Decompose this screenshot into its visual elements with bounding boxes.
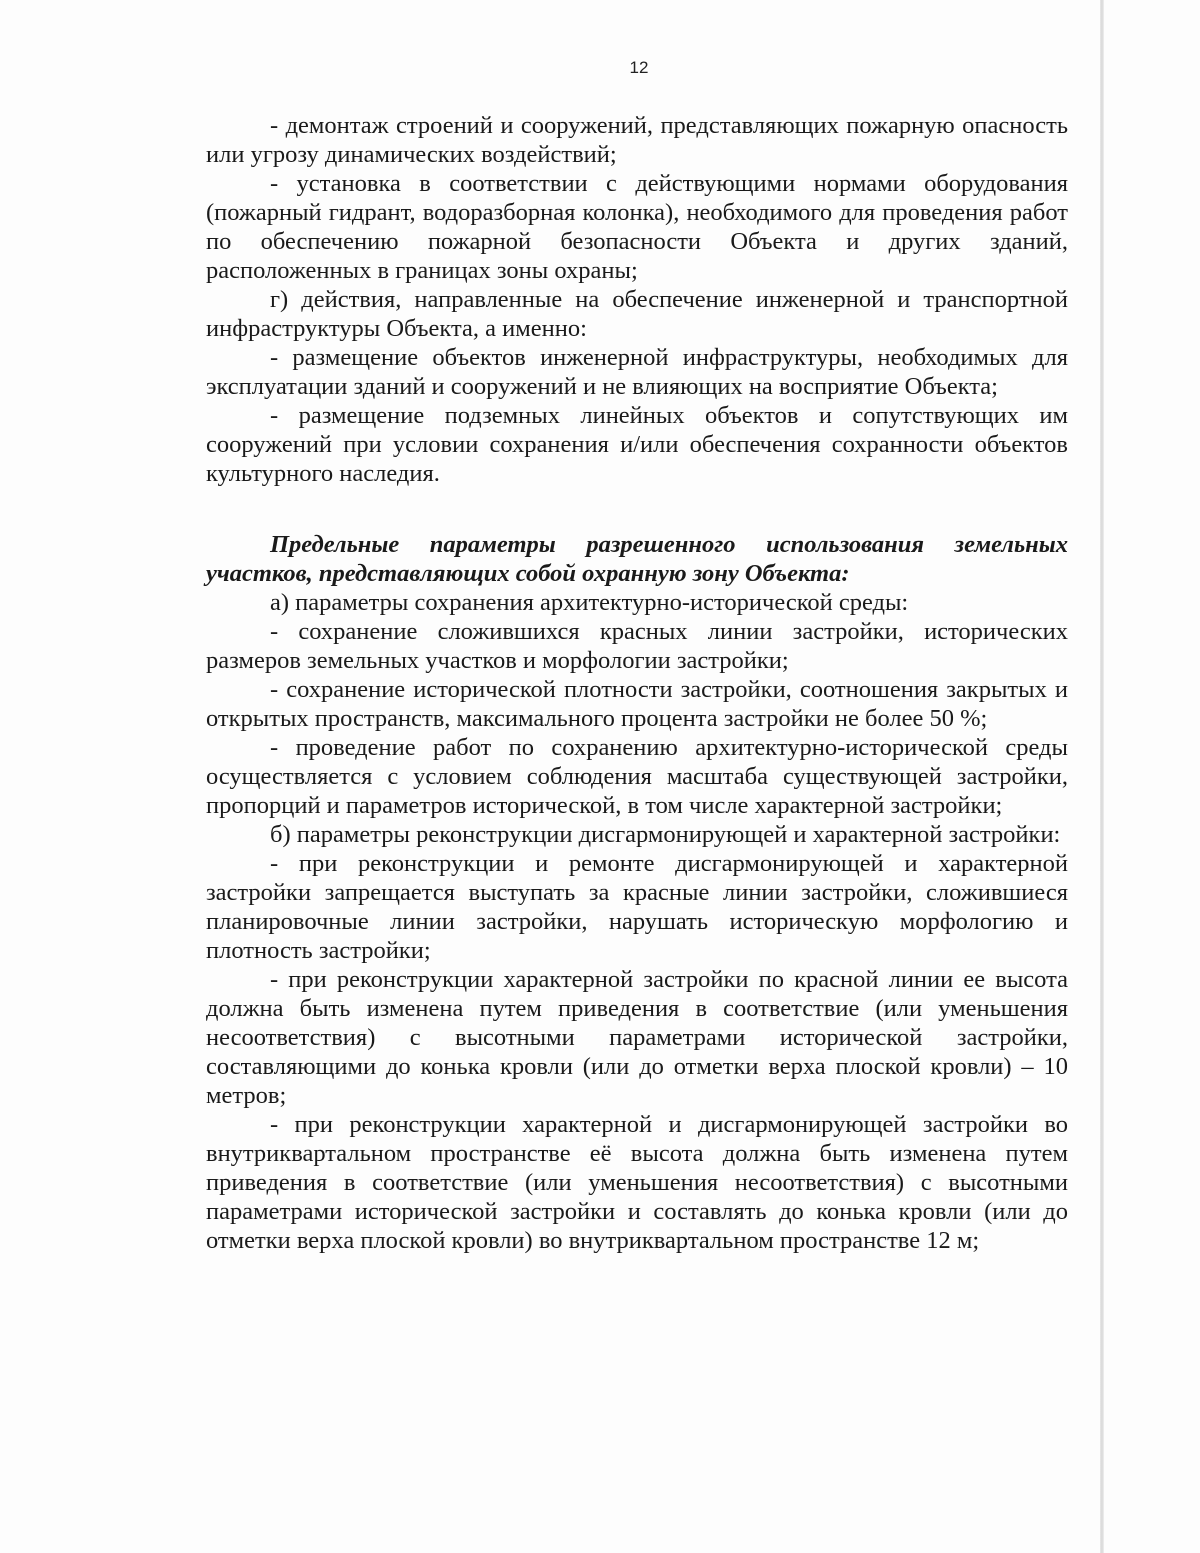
paragraph-preservation-params: а) параметры сохранения архитектурно-исторической среды:	[270, 589, 909, 616]
paragraph-reconstruction-restrictions: - при реконструкции и ремонте дисгармонирующей и характерной застройки запрещается выступать за красные линии застройки, сложившиеся планировочные линии застройки, нарушать историческую морфологию и плотность застройки;	[206, 850, 1068, 964]
paragraph-demolition: - демонтаж строений и сооружений, представляющих пожарную опасность или угрозу динамических воздействий;	[206, 112, 1068, 168]
paragraph-engineering-objects: - размещение объектов инженерной инфраструктуры, необходимых для эксплуатации зданий и сооружений и не влияющих на восприятие Объекта;	[206, 344, 1068, 400]
paragraph-equipment-installation: - установка в соответствии с действующими нормами оборудования (пожарный гидрант, водоразборная колонка), необходимого для проведения работ по обеспечению пожарной безопасности Объекта и других зданий, расположенных в границах зоны охраны;	[206, 170, 1068, 284]
paragraph-height-red-line: - при реконструкции характерной застройки по красной линии ее высота должна быть изменена путем приведения в соответствие (или уменьшения несоответствия) с высотными параметрами исторической застройки, составляющими до конька кровли (или до отметки верха плоской кровли) – 10 метров;	[206, 966, 1068, 1109]
paragraph-red-lines: - сохранение сложившихся красных линии застройки, исторических размеров земельных участков и морфологии застройки;	[206, 618, 1068, 674]
document-body	[206, 111, 1068, 1255]
page-number: 12	[629, 58, 649, 77]
scan-edge-shadow	[1100, 0, 1104, 1553]
paragraph-underground-objects: - размещение подземных линейных объектов и сопутствующих им сооружений при условии сохранения и/или обеспечения сохранности объектов культурного наследия.	[206, 402, 1068, 487]
paragraph-density: - сохранение исторической плотности застройки, соотношения закрытых и открытых пространств, максимального процента застройки не более 50 %;	[206, 676, 1068, 732]
section-heading: Предельные параметры разрешенного использования земельных участков, представляющих собой охранную зону Объекта:	[206, 531, 1068, 587]
paragraph-scale: - проведение работ по сохранению архитектурно-исторической среды осуществляется с условием соблюдения масштаба существующей застройки, пропорций и параметров исторической, в том числе характерной застройки;	[206, 734, 1068, 819]
paragraph-height-inner-quarter: - при реконструкции характерной и дисгармонирующей застройки во внутриквартальном пространстве её высота должна быть изменена путем приведения в соответствие (или уменьшения несоответствия) с высотными параметрами исторической застройки и составлять до конька кровли (или до отметки верха плоской кровли) во внутриквартальном пространстве 12 м;	[206, 1111, 1068, 1254]
paragraph-infrastructure-actions: г) действия, направленные на обеспечение инженерной и транспортной инфраструктуры Объекта, а именно:	[206, 286, 1068, 342]
paragraph-reconstruction-params: б) параметры реконструкции дисгармонирующей и характерной застройки:	[270, 821, 1061, 848]
